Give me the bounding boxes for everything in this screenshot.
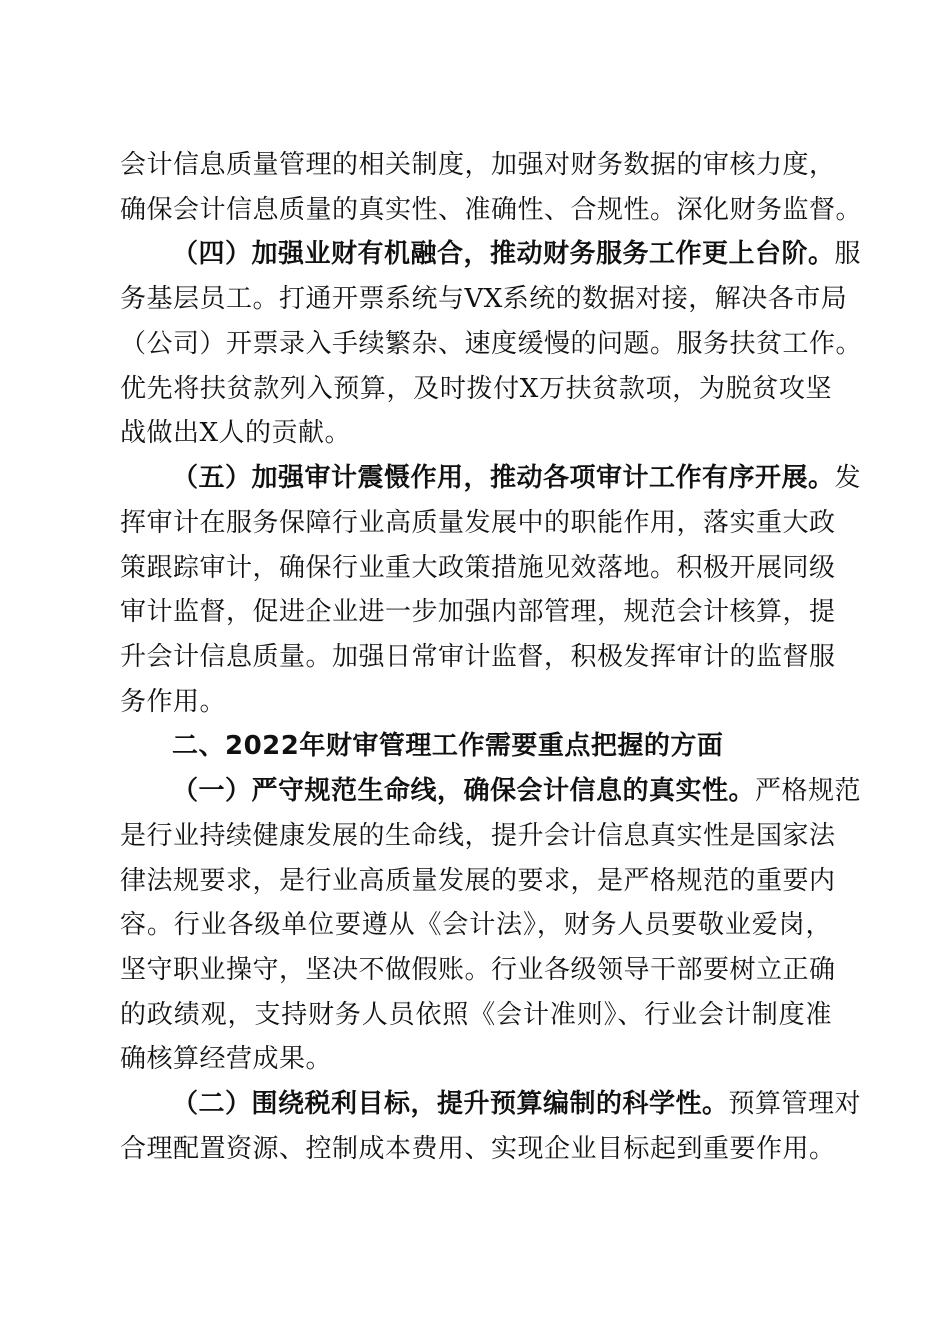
paragraph-line: 容。行业各级单位要遵从《会计法》，财务人员要敬业爱岗， xyxy=(120,910,832,940)
subsection-title: （五）加强审计震慑作用，推动各项审计工作有序开展。 xyxy=(172,463,835,493)
paragraph-line: （公司）开票录入手续繁杂、速度缓慢的问题。服务扶贫工作。 xyxy=(120,329,863,359)
paragraph-line: 挥审计在服务保障行业高质量发展中的职能作用，落实重大政 xyxy=(120,508,836,538)
paragraph-line: 律法规要求，是行业高质量发展的要求，是严格规范的重要内 xyxy=(120,866,836,896)
paragraph-text: 发 xyxy=(834,463,862,493)
paragraph-line: 会计信息质量管理的相关制度，加强对财务数据的审核力度， xyxy=(120,150,836,180)
section-heading-line xyxy=(172,461,862,495)
paragraph-line: 优先将扶贫款列入预算，及时拨付X万扶贫款项，为脱贫攻坚 xyxy=(120,374,832,404)
paragraph-line: 确核算经营成果。 xyxy=(120,1044,333,1074)
paragraph-line: 坚守职业操守，坚决不做假账。行业各级领导干部要树立正确 xyxy=(120,955,836,985)
paragraph-line: 战做出X人的贡献。 xyxy=(120,418,352,448)
subsection-title: （四）加强业财有机融合，推动财务服务工作更上台阶。 xyxy=(172,239,835,269)
paragraph-text: 服 xyxy=(834,239,862,269)
paragraph-text: 严格规范 xyxy=(755,776,862,806)
paragraph-line: 的政绩观，支持财务人员依照《会计准则》、行业会计制度准 xyxy=(120,1000,832,1030)
subsection-title: （二）围绕税利目标，提升预算编制的科学性。 xyxy=(172,1089,729,1119)
section-heading-line xyxy=(172,774,862,808)
paragraph-line: 是行业持续健康发展的生命线，提升会计信息真实性是国家法 xyxy=(120,821,836,851)
paragraph-line: 审计监督，促进企业进一步加强内部管理，规范会计核算，提 xyxy=(120,597,836,627)
section-title: 二、2022年财审管理工作需要重点把握的方面 xyxy=(172,731,724,761)
subsection-title: （一）严守规范生命线，确保会计信息的真实性。 xyxy=(172,776,756,806)
paragraph-line: 务基层员工。打通开票系统与VX系统的数据对接，解决各市局 xyxy=(120,284,848,314)
paragraph-text: 预算管理对 xyxy=(728,1089,862,1119)
paragraph-line: 确保会计信息质量的真实性、准确性、合规性。深化财务监督。 xyxy=(120,195,863,225)
section-heading-line xyxy=(172,1087,862,1121)
section-heading-line xyxy=(172,237,862,271)
paragraph-line: 升会计信息质量。加强日常审计监督，积极发挥审计的监督服 xyxy=(120,642,836,672)
paragraph-line: 务作用。 xyxy=(120,687,227,717)
paragraph-line: 合理配置资源、控制成本费用、实现企业目标起到重要作用。 xyxy=(120,1134,836,1164)
paragraph-line: 策跟踪审计，确保行业重大政策措施见效落地。积极开展同级 xyxy=(120,553,836,583)
